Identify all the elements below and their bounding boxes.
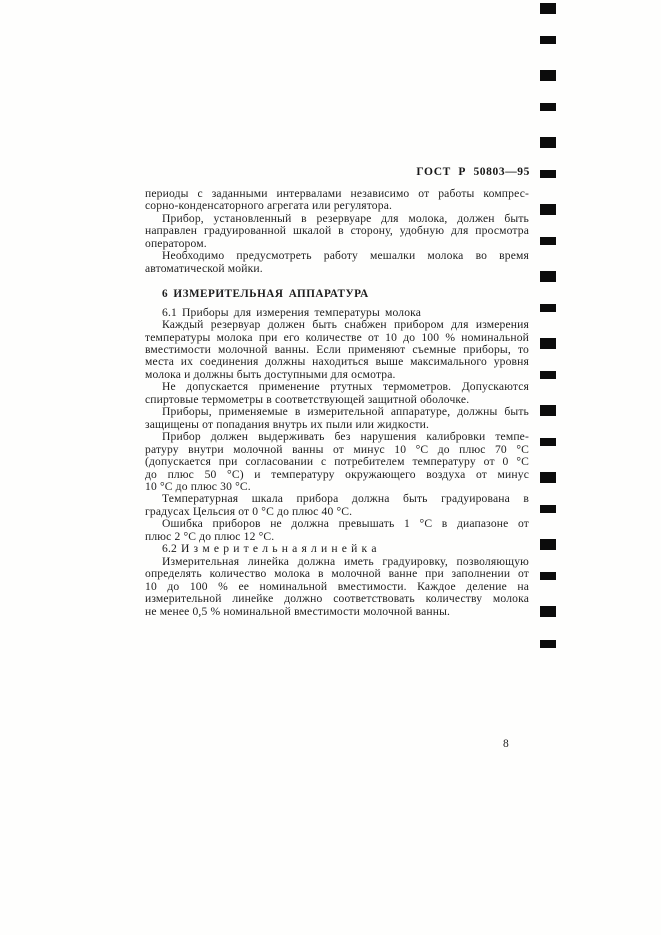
edge-mark [540,539,556,550]
edge-mark [540,137,556,148]
edge-mark [540,70,556,81]
subheading-line: 6.1 Приборы для измерения температуры молока [162,305,422,319]
para-line: плюс 2 °С до плюс 12 °С. [145,529,275,543]
para-line: сорно-конденсаторного агрегата или регулятора. [145,199,393,213]
para-line: (допускается при согласовании с потребителем температуру от 0 °С [145,455,529,469]
para-line: ратуру внутри молочной ванны от минус 10 °С до плюс 70 °С [145,442,529,456]
edge-mark [540,204,556,215]
edge-mark [540,170,556,178]
edge-mark [540,606,556,617]
edge-mark [540,103,556,111]
para-line: направлен градуированной шкалой в сторону, удобную для просмотра [145,224,529,238]
para-line: градусах Цельсия от 0 °С до плюс 40 °С. [145,504,353,518]
edge-mark [540,3,556,14]
edge-mark [540,505,556,513]
para-line: 10 °С до плюс 30 °С. [145,479,251,493]
para-line: Необходимо предусмотреть работу мешалки молока во время [162,249,529,263]
edge-mark [540,338,556,349]
edge-mark [540,371,556,379]
para-line: Приборы, применяемые в измерительной аппаратуре, должны быть [162,405,529,419]
para-line: места их соединения должны находиться выше максимального уровня [145,355,529,369]
edge-mark [540,640,556,648]
para-line: определять количество молока в молочной ванне при заполнении от [145,567,529,581]
para-line: Измерительная линейка должна иметь градуировку, позволяющую [162,554,529,568]
para-line: периоды с заданными интервалами независимо от работы компрес- [145,187,529,200]
edge-mark [540,304,556,312]
para-line: до плюс 50 °С) и температуру окружающего воздуха от минус [145,467,529,481]
edge-mark [540,472,556,483]
para-line: Прибор, установленный в резервуаре для молока, должен быть [162,211,529,225]
edge-mark [540,405,556,416]
para-line: 10 до 100 % ее номинальной вместимости. Каждое деление на [145,579,529,593]
edge-mark [540,271,556,282]
edge-mark [540,237,556,245]
para-line: защищены от попадания внутрь их пыли или жидкости. [145,417,430,431]
para-line: Температурная шкала прибора должна быть градуирована в [162,492,529,506]
para-line: оператором. [145,236,207,250]
edge-mark [540,438,556,446]
para-line: автоматической мойки. [145,261,263,275]
doc-standard-number: ГОСТ Р 50803—95 [416,166,530,178]
para-line: Прибор должен выдерживать без нарушения калибровки темпе- [162,430,529,444]
para-line: молока и должны быть доступными для осмотра. [145,367,396,381]
para-line: измерительной линейке должно соответствовать количеству молока [145,592,529,606]
para-line: вместимости молочной ванны. Если применяют съемные приборы, то [145,342,529,356]
para-line: Каждый резервуар должен быть снабжен прибором для измерения [162,318,529,332]
heading1-line: 6 ИЗМЕРИТЕЛЬНАЯ АППАРАТУРА [162,288,369,301]
page-number: 8 [503,738,509,750]
para-line: Ошибка приборов не должна превышать 1 °С в диапазоне от [162,517,529,531]
para-line: не менее 0,5 % номинальной вместимости молочной ванны. [145,604,451,618]
para-line: спиртовые термометры в соответствующей защитной оболочке. [145,392,470,406]
para-line: Не допускается применение ртутных термометров. Допускаются [162,380,529,394]
heading2-line: 6.2 И з м е р и т е л ь н а я л и н е й к а [162,542,377,556]
edge-mark [540,572,556,580]
para-line: температуры молока при его количестве от 10 до 100 % номинальной [145,330,529,344]
text-column [145,188,529,618]
edge-mark [540,36,556,44]
